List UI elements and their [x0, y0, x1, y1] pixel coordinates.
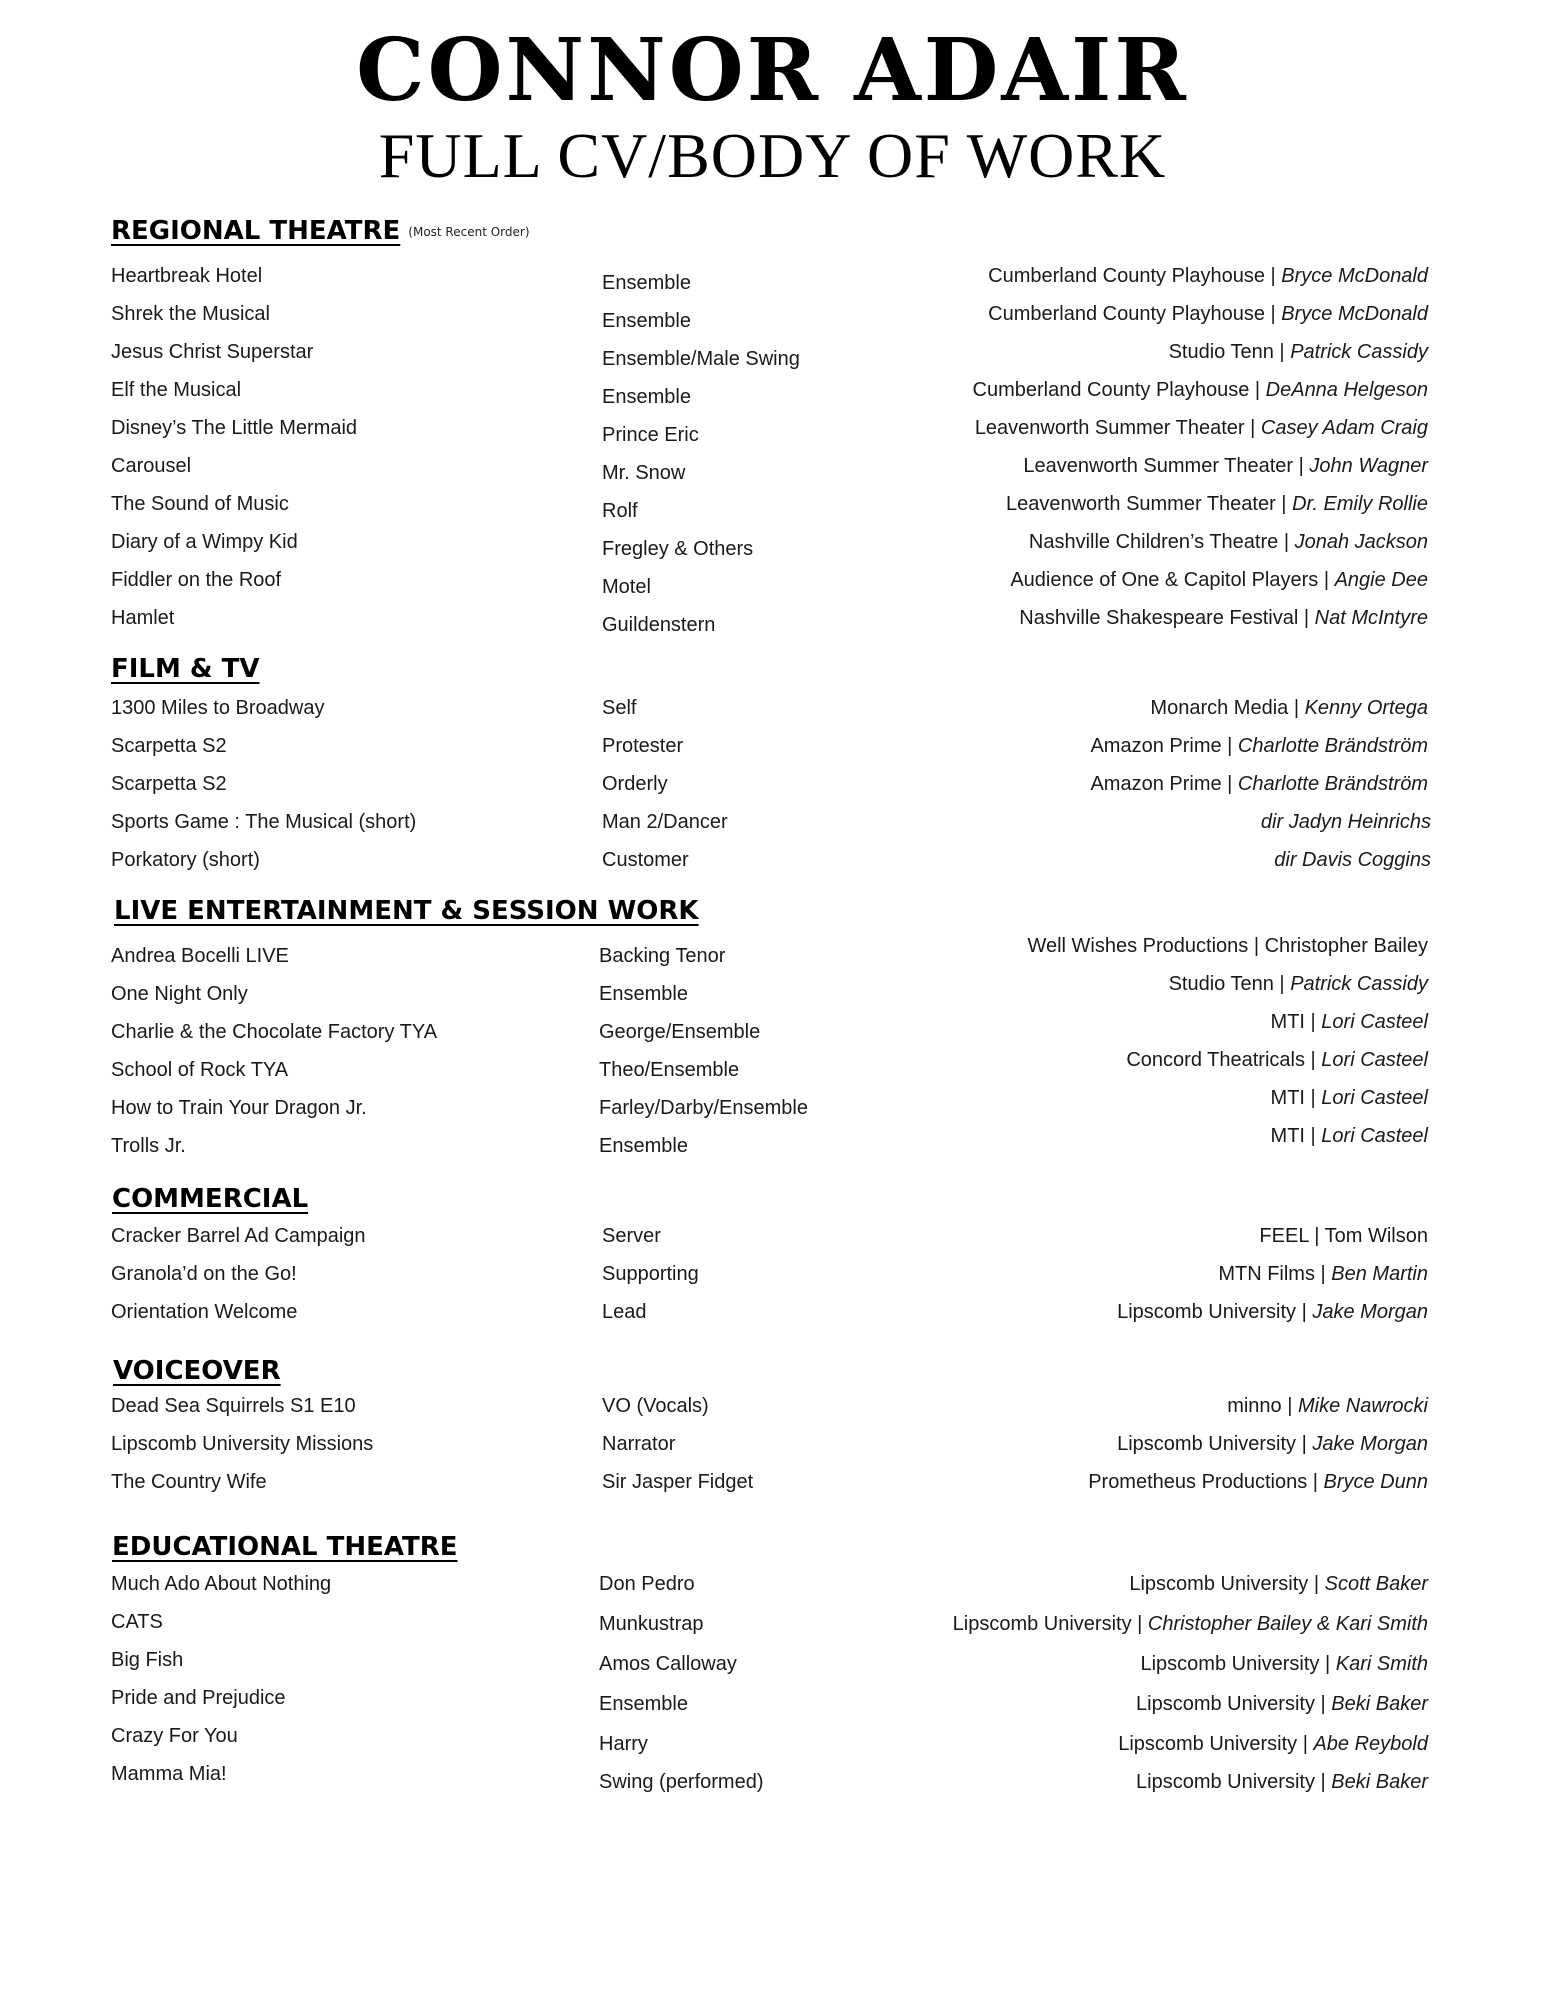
credit-venue: Cumberland County Playhouse | Bryce McDonald [988, 265, 1428, 287]
page-subtitle: FULL CV/BODY OF WORK [378, 120, 1167, 191]
credit-venue: minno | Mike Nawrocki [1227, 1395, 1428, 1417]
credit-venue: Nashville Shakespeare Festival | Nat McIntyre [1019, 607, 1428, 629]
credit-role: Backing Tenor [599, 945, 726, 967]
credit-director: Christopher Bailey & Kari Smith [1147, 1613, 1428, 1635]
credit-director: Angie Dee [1334, 569, 1428, 591]
section-heading-voiceover: VOICEOVER [113, 1356, 281, 1386]
credit-title: Cracker Barrel Ad Campaign [111, 1225, 366, 1247]
credit-venue: Lipscomb University | Scott Baker [1129, 1573, 1428, 1595]
credit-role: Motel [602, 576, 651, 598]
credit-venue: Cumberland County Playhouse | DeAnna Helgeson [972, 379, 1428, 401]
credit-title: 1300 Miles to Broadway [111, 697, 325, 719]
credit-title: Porkatory (short) [111, 849, 260, 871]
credit-role: Server [602, 1225, 661, 1247]
credit-title: The Country Wife [111, 1471, 267, 1493]
credit-venue: Lipscomb University | Abe Reybold [1118, 1733, 1428, 1755]
section-heading-film-tv: FILM & TV [111, 654, 260, 684]
credit-role: Theo/Ensemble [599, 1059, 740, 1081]
credit-director: Jonah Jackson [1294, 531, 1428, 553]
page-title: CONNOR ADAIR [356, 20, 1189, 121]
credit-venue: Cumberland County Playhouse | Bryce McDonald [988, 303, 1428, 325]
credit-title: Trolls Jr. [111, 1135, 186, 1157]
credit-role: Ensemble [599, 983, 688, 1005]
section-note: (Most Recent Order) [408, 224, 530, 239]
credit-title: Elf the Musical [111, 379, 242, 401]
credit-title: One Night Only [111, 983, 248, 1005]
credit-title: Heartbreak Hotel [111, 265, 263, 287]
credit-role: Munkustrap [599, 1613, 704, 1635]
credit-venue: MTI | Lori Casteel [1270, 1011, 1428, 1033]
section-heading-live-entertainment: LIVE ENTERTAINMENT & SESSION WORK [114, 896, 699, 926]
credit-role: Harry [599, 1733, 648, 1755]
credit-director: Beki Baker [1331, 1771, 1428, 1793]
credit-director: Dr. Emily Rollie [1292, 493, 1428, 515]
credit-role: VO (Vocals) [602, 1395, 709, 1417]
section-heading-regional-theatre [111, 218, 530, 244]
credit-director: Kenny Ortega [1304, 697, 1428, 719]
credit-title: Shrek the Musical [111, 303, 270, 325]
credit-role: Fregley & Others [602, 538, 754, 560]
section-title: REGIONAL THEATRE [111, 216, 401, 246]
credit-venue: MTN Films | Ben Martin [1218, 1263, 1428, 1285]
credit-director: DeAnna Helgeson [1265, 379, 1428, 401]
credit-title: Mamma Mia! [111, 1763, 227, 1785]
credit-venue: Lipscomb University | Jake Morgan [1117, 1433, 1428, 1455]
credit-title: How to Train Your Dragon Jr. [111, 1097, 367, 1119]
credit-director: Patrick Cassidy [1290, 341, 1428, 363]
credit-role: Protester [602, 735, 684, 757]
credit-director: Patrick Cassidy [1290, 973, 1428, 995]
credit-role: Mr. Snow [602, 462, 686, 484]
credit-director: Charlotte Brändström [1237, 773, 1428, 795]
credit-venue: Leavenworth Summer Theater | John Wagner [1023, 455, 1428, 477]
credit-venue [1274, 850, 1431, 870]
credit-title: The Sound of Music [111, 493, 289, 515]
credit-venue: Well Wishes Productions | Christopher Bailey [1027, 935, 1428, 957]
credit-role: George/Ensemble [599, 1021, 761, 1043]
credit-role: Ensemble [602, 310, 691, 332]
credit-role: Rolf [602, 500, 638, 522]
credit-venue: Concord Theatricals | Lori Casteel [1126, 1049, 1428, 1071]
credit-director: dir Davis Coggins [1274, 849, 1431, 871]
credit-role: Amos Calloway [599, 1653, 737, 1675]
credit-title: Crazy For You [111, 1725, 238, 1747]
credit-director: Lori Casteel [1321, 1049, 1428, 1071]
credit-role: Ensemble [602, 386, 691, 408]
credit-role: Ensemble [602, 272, 691, 294]
credit-role: Ensemble [599, 1135, 688, 1157]
credit-director: John Wagner [1309, 455, 1428, 477]
credit-director: Jake Morgan [1312, 1301, 1428, 1323]
credit-role: Don Pedro [599, 1573, 695, 1595]
credit-venue: Prometheus Productions | Bryce Dunn [1088, 1471, 1428, 1493]
credit-director: Lori Casteel [1321, 1125, 1428, 1147]
credit-role: Guildenstern [602, 614, 716, 636]
credit-role: Swing (performed) [599, 1771, 764, 1793]
credit-title: School of Rock TYA [111, 1059, 289, 1081]
credit-director: Scott Baker [1324, 1573, 1428, 1595]
credit-venue: Monarch Media | Kenny Ortega [1150, 697, 1428, 719]
credit-role: Ensemble/Male Swing [602, 348, 800, 370]
credit-director: Charlotte Brändström [1237, 735, 1428, 757]
credit-director: Nat McIntyre [1314, 607, 1428, 629]
credit-venue: Studio Tenn | Patrick Cassidy [1168, 341, 1428, 363]
credit-title: Diary of a Wimpy Kid [111, 531, 298, 553]
credit-role: Sir Jasper Fidget [602, 1471, 754, 1493]
credit-director: Bryce McDonald [1281, 303, 1428, 325]
credit-director: Bryce Dunn [1323, 1471, 1428, 1493]
credit-role: Ensemble [599, 1693, 688, 1715]
credit-director: Ben Martin [1331, 1263, 1428, 1285]
credit-venue: Lipscomb University | Christopher Bailey & Kari Smith [952, 1613, 1428, 1635]
credit-role: Orderly [602, 773, 668, 795]
credit-venue: MTI | Lori Casteel [1270, 1087, 1428, 1109]
credit-title: Hamlet [111, 607, 175, 629]
credit-role: Farley/Darby/Ensemble [599, 1097, 808, 1119]
credit-title: Lipscomb University Missions [111, 1433, 374, 1455]
credit-title: Scarpetta S2 [111, 773, 227, 795]
credit-venue: Lipscomb University | Beki Baker [1136, 1693, 1428, 1715]
credit-venue: Lipscomb University | Jake Morgan [1117, 1301, 1428, 1323]
credit-role: Supporting [602, 1263, 699, 1285]
credit-venue: FEEL | Tom Wilson [1259, 1225, 1428, 1247]
credit-role: Customer [602, 849, 689, 871]
credit-title: Pride and Prejudice [111, 1687, 286, 1709]
credit-title: Orientation Welcome [111, 1301, 298, 1323]
credit-venue: Amazon Prime | Charlotte Brändström [1090, 735, 1428, 757]
credit-director: dir Jadyn Heinrichs [1260, 811, 1431, 833]
credit-role: Lead [602, 1301, 647, 1323]
section-heading-commercial: COMMERCIAL [112, 1184, 309, 1214]
credit-director: Lori Casteel [1321, 1087, 1428, 1109]
credit-title: Jesus Christ Superstar [111, 341, 314, 363]
credit-title: Much Ado About Nothing [111, 1573, 332, 1595]
credit-venue: Leavenworth Summer Theater | Dr. Emily Rollie [1005, 493, 1428, 515]
credit-director: Kari Smith [1335, 1653, 1428, 1675]
credit-venue: Nashville Children’s Theatre | Jonah Jackson [1028, 531, 1428, 553]
credit-role: Self [602, 697, 637, 719]
credit-role: Prince Eric [602, 424, 699, 446]
credit-role: Narrator [602, 1433, 676, 1455]
credit-venue: Lipscomb University | Beki Baker [1136, 1771, 1428, 1793]
credit-title: Granola’d on the Go! [111, 1263, 297, 1285]
credit-venue: Amazon Prime | Charlotte Brändström [1090, 773, 1428, 795]
credit-venue: Studio Tenn | Patrick Cassidy [1168, 973, 1428, 995]
credit-venue [1261, 812, 1431, 832]
credit-venue: MTI | Lori Casteel [1270, 1125, 1428, 1147]
credit-title: Big Fish [111, 1649, 184, 1671]
credit-director: Beki Baker [1331, 1693, 1428, 1715]
credit-title: Andrea Bocelli LIVE [111, 945, 289, 967]
credit-venue: Lipscomb University | Kari Smith [1140, 1653, 1428, 1675]
credit-title: Fiddler on the Roof [111, 569, 282, 591]
credit-title: Disney’s The Little Mermaid [111, 417, 358, 439]
credit-director: Bryce McDonald [1281, 265, 1428, 287]
credit-director: Casey Adam Craig [1260, 417, 1428, 439]
credit-role: Man 2/Dancer [602, 811, 728, 833]
credit-director: Mike Nawrocki [1297, 1395, 1428, 1417]
credit-title: Sports Game : The Musical (short) [111, 811, 417, 833]
credit-director: Abe Reybold [1313, 1733, 1428, 1755]
credit-title: Carousel [111, 455, 192, 477]
section-heading-educational-theatre: EDUCATIONAL THEATRE [112, 1532, 458, 1562]
credit-director: Jake Morgan [1312, 1433, 1428, 1455]
credit-venue: Audience of One & Capitol Players | Angie Dee [1010, 569, 1428, 591]
credit-title: CATS [111, 1611, 163, 1633]
credit-title: Charlie & the Chocolate Factory TYA [111, 1021, 438, 1043]
credit-title: Dead Sea Squirrels S1 E10 [111, 1395, 356, 1417]
credit-title: Scarpetta S2 [111, 735, 227, 757]
credit-director: Lori Casteel [1321, 1011, 1428, 1033]
credit-venue: Leavenworth Summer Theater | Casey Adam Craig [974, 417, 1428, 439]
